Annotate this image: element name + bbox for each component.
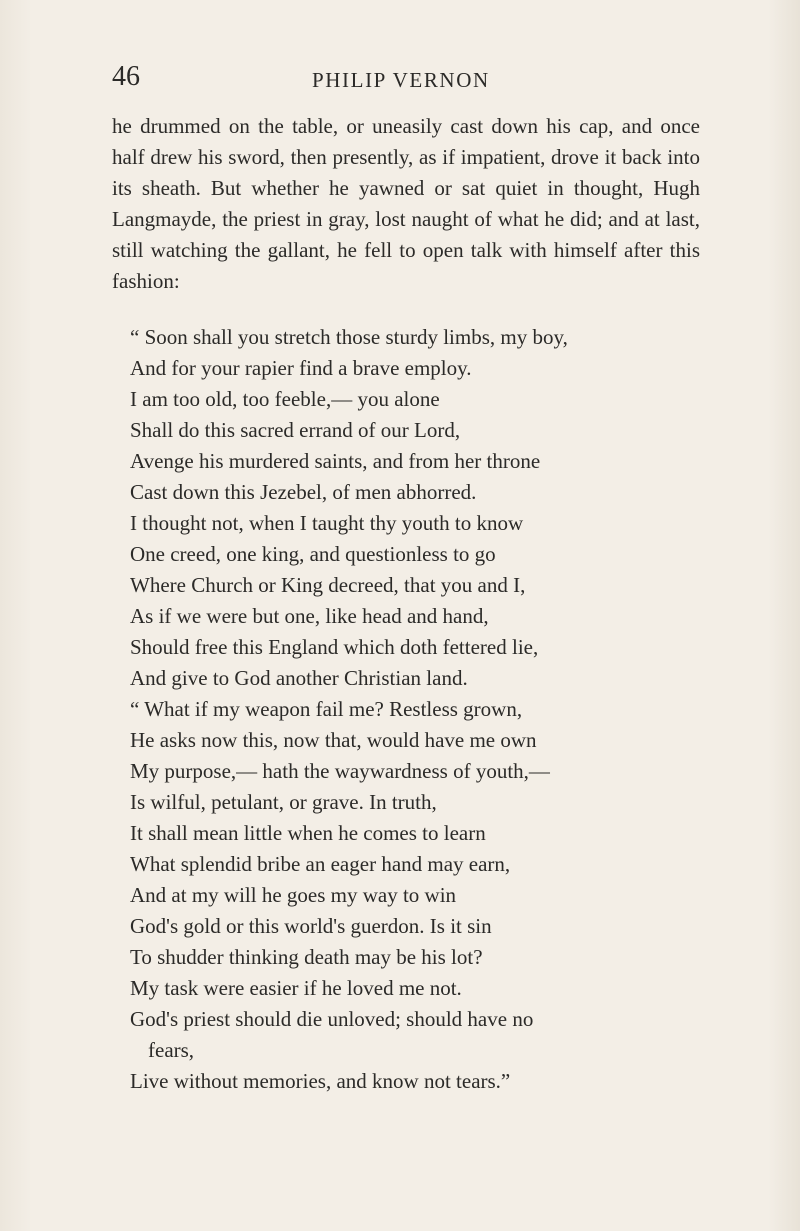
verse-line-continuation: fears, [148, 1038, 195, 1062]
verse-line: Should free this England which doth fettered lie, [130, 635, 539, 659]
verse-line: What splendid bribe an eager hand may earn, [130, 852, 511, 876]
verse-line: I thought not, when I taught thy youth to know [130, 511, 524, 535]
verse-line: My task were easier if he loved me not. [130, 976, 462, 1000]
verse-line: One creed, one king, and questionless to go [130, 542, 496, 566]
verse-line: Where Church or King decreed, that you and I, [130, 573, 526, 597]
verse-line: Is wilful, petulant, or grave. In truth, [130, 790, 437, 814]
verse-line: Shall do this sacred errand of our Lord, [130, 418, 461, 442]
verse-line: God's gold or this world's guerdon. Is it sin [130, 914, 492, 938]
verse-line: To shudder thinking death may be his lot? [130, 945, 483, 969]
running-title: PHILIP VERNON [312, 68, 490, 92]
verse-line: And give to God another Christian land. [130, 666, 468, 690]
verse-line: As if we were but one, like head and hand, [130, 604, 489, 628]
verse-block [130, 322, 710, 1097]
verse-line: And for your rapier find a brave employ. [130, 356, 472, 380]
verse-line: God's priest should die unloved; should have no [130, 1007, 534, 1031]
verse-line: And at my will he goes my way to win [130, 883, 457, 907]
verse-line: My purpose,— hath the waywardness of youth,— [130, 759, 550, 783]
verse-line: I am too old, too feeble,— you alone [130, 387, 440, 411]
verse-line: It shall mean little when he comes to learn [130, 821, 486, 845]
verse-line: Cast down this Jezebel, of men abhorred. [130, 480, 477, 504]
verse-line: Avenge his murdered saints, and from her throne [130, 449, 541, 473]
verse-line: He asks now this, now that, would have me own [130, 728, 537, 752]
verse-line: “ Soon shall you stretch those sturdy limbs, my boy, [130, 325, 568, 349]
verse-line: “ What if my weapon fail me? Restless grown, [130, 697, 523, 721]
page-number: 46 [112, 61, 140, 92]
verse-line: Live without memories, and know not tears.” [130, 1069, 511, 1093]
prose-paragraph: he drummed on the table, or uneasily cast down his cap, and once half drew his sword, then presently, as if impatient, drove it back into its sheath. But whether he yawned or sat quiet in thought, Hugh Langmayde, the priest in gray, lost naught of what he did; and at last, still watching the gallant, he fell to open talk with himself after this fashion: [112, 114, 700, 293]
page-header [112, 62, 702, 98]
